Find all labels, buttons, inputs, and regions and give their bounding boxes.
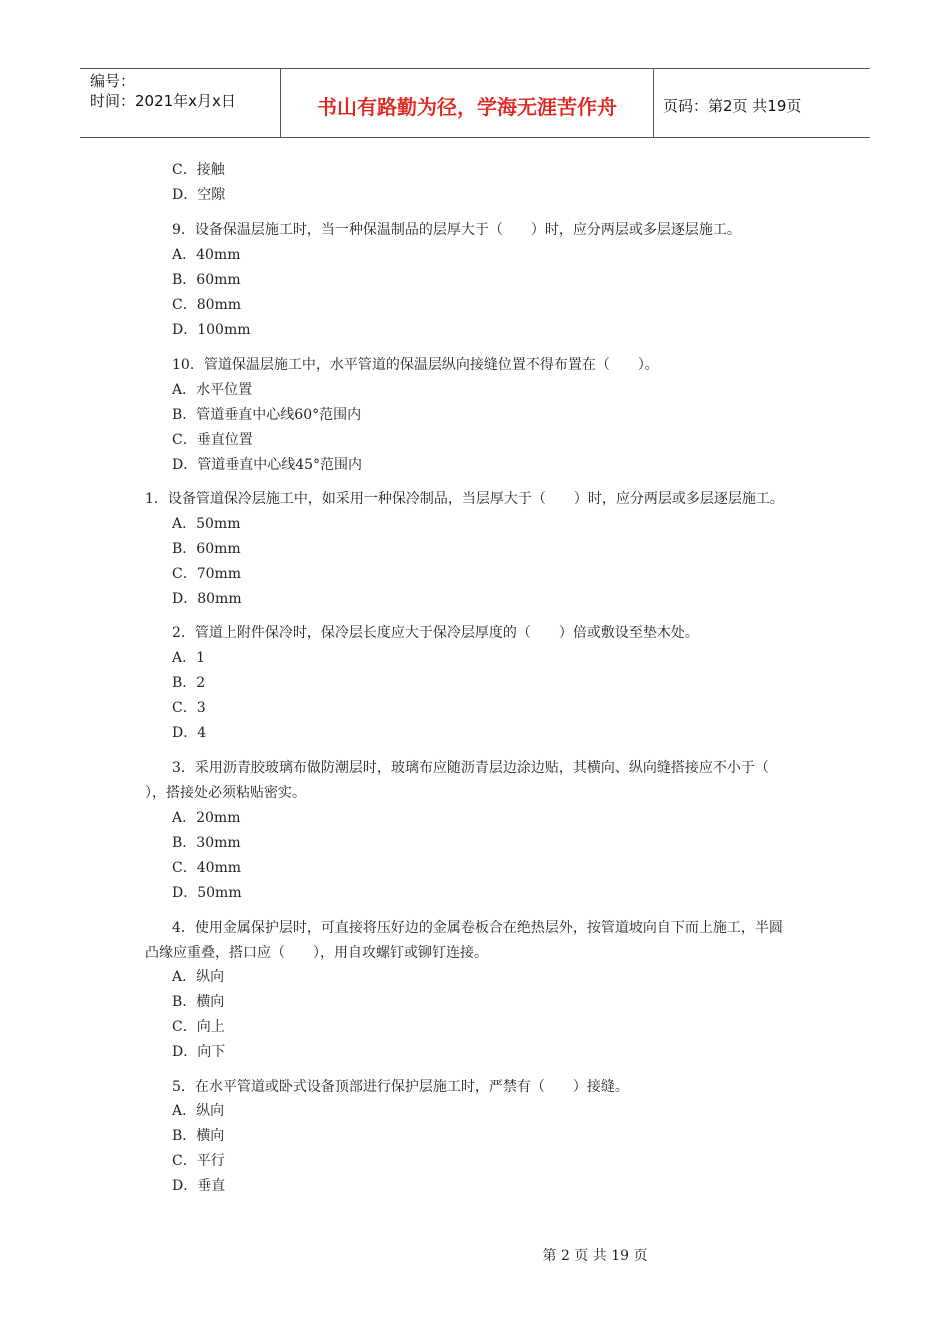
- question-text: 9．设备保温层施工时，当一种保温制品的层厚大于（ ）时，应分两层或多层逐层施工。: [172, 222, 741, 238]
- date-label: 时间：2021年x月x日: [90, 92, 236, 110]
- question-text: 2．管道上附件保冷时，保冷层长度应大于保冷层厚度的（ ）倍或敷设至垫木处。: [172, 625, 699, 641]
- option-line: B．2: [172, 675, 206, 691]
- option-line: D．向下: [172, 1044, 226, 1060]
- option-line: D．垂直: [172, 1178, 226, 1194]
- option-line: B．管道垂直中心线60°范围内: [172, 407, 362, 423]
- option-line: B．60mm: [172, 272, 241, 288]
- option-line: C．平行: [172, 1153, 225, 1169]
- header-page-info: 页码：第2页 共19页: [663, 96, 802, 115]
- question-text: 4．使用金属保护层时，可直接将压好边的金属卷板合在绝热层外，按管道坡向自下而上施工，半圆: [172, 920, 783, 936]
- question-text: 5．在水平管道或卧式设备顶部进行保护层施工时，严禁有（ ）接缝。: [172, 1079, 629, 1095]
- option-line: C．40mm: [172, 860, 242, 876]
- option-line: D．80mm: [172, 591, 242, 607]
- option-line: A．1: [172, 650, 206, 666]
- page-footer: 第 2 页 共 19 页: [542, 1248, 648, 1264]
- option-line: C．3: [172, 700, 206, 716]
- question-text-continued: ），搭接处必须粘贴密实。: [145, 785, 306, 801]
- page-header: [80, 68, 870, 138]
- option-line: A．40mm: [172, 247, 241, 263]
- option-line: A．纵向: [172, 969, 225, 985]
- header-meta: [80, 69, 281, 137]
- option-line: A．50mm: [172, 516, 241, 532]
- option-line: A．水平位置: [172, 382, 253, 398]
- question-text: 1．设备管道保冷层施工中，如采用一种保冷制品，当层厚大于（ ）时，应分两层或多层逐层施工。: [145, 491, 784, 507]
- option-line: D．空隙: [172, 187, 226, 203]
- option-line: D．4: [172, 725, 207, 741]
- option-line: D．100mm: [172, 322, 251, 338]
- question-text: 3．采用沥青胶玻璃布做防潮层时，玻璃布应随沥青层边涂边贴，其横向、纵向缝搭接应不小于（: [172, 760, 769, 776]
- option-line: A．20mm: [172, 810, 241, 826]
- option-line: D．50mm: [172, 885, 242, 901]
- option-line: B．30mm: [172, 835, 241, 851]
- option-line: C．80mm: [172, 297, 242, 313]
- option-line: B．横向: [172, 1128, 225, 1144]
- header-motto: 书山有路勤为径，学海无涯苦作舟: [281, 69, 654, 137]
- option-line: C．70mm: [172, 566, 242, 582]
- option-line: D．管道垂直中心线45°范围内: [172, 457, 363, 473]
- option-line: C．垂直位置: [172, 432, 253, 448]
- option-line: A．纵向: [172, 1103, 225, 1119]
- option-line: C．接触: [172, 162, 225, 178]
- option-line: B．60mm: [172, 541, 241, 557]
- question-text: 10．管道保温层施工中，水平管道的保温层纵向接缝位置不得布置在（ ）。: [172, 357, 659, 373]
- option-line: B．横向: [172, 994, 225, 1010]
- question-text-continued: 凸缘应重叠，搭口应（ ），用自攻螺钉或铆钉连接。: [145, 945, 488, 961]
- option-line: C．向上: [172, 1019, 225, 1035]
- number-label: 编号：: [90, 72, 136, 90]
